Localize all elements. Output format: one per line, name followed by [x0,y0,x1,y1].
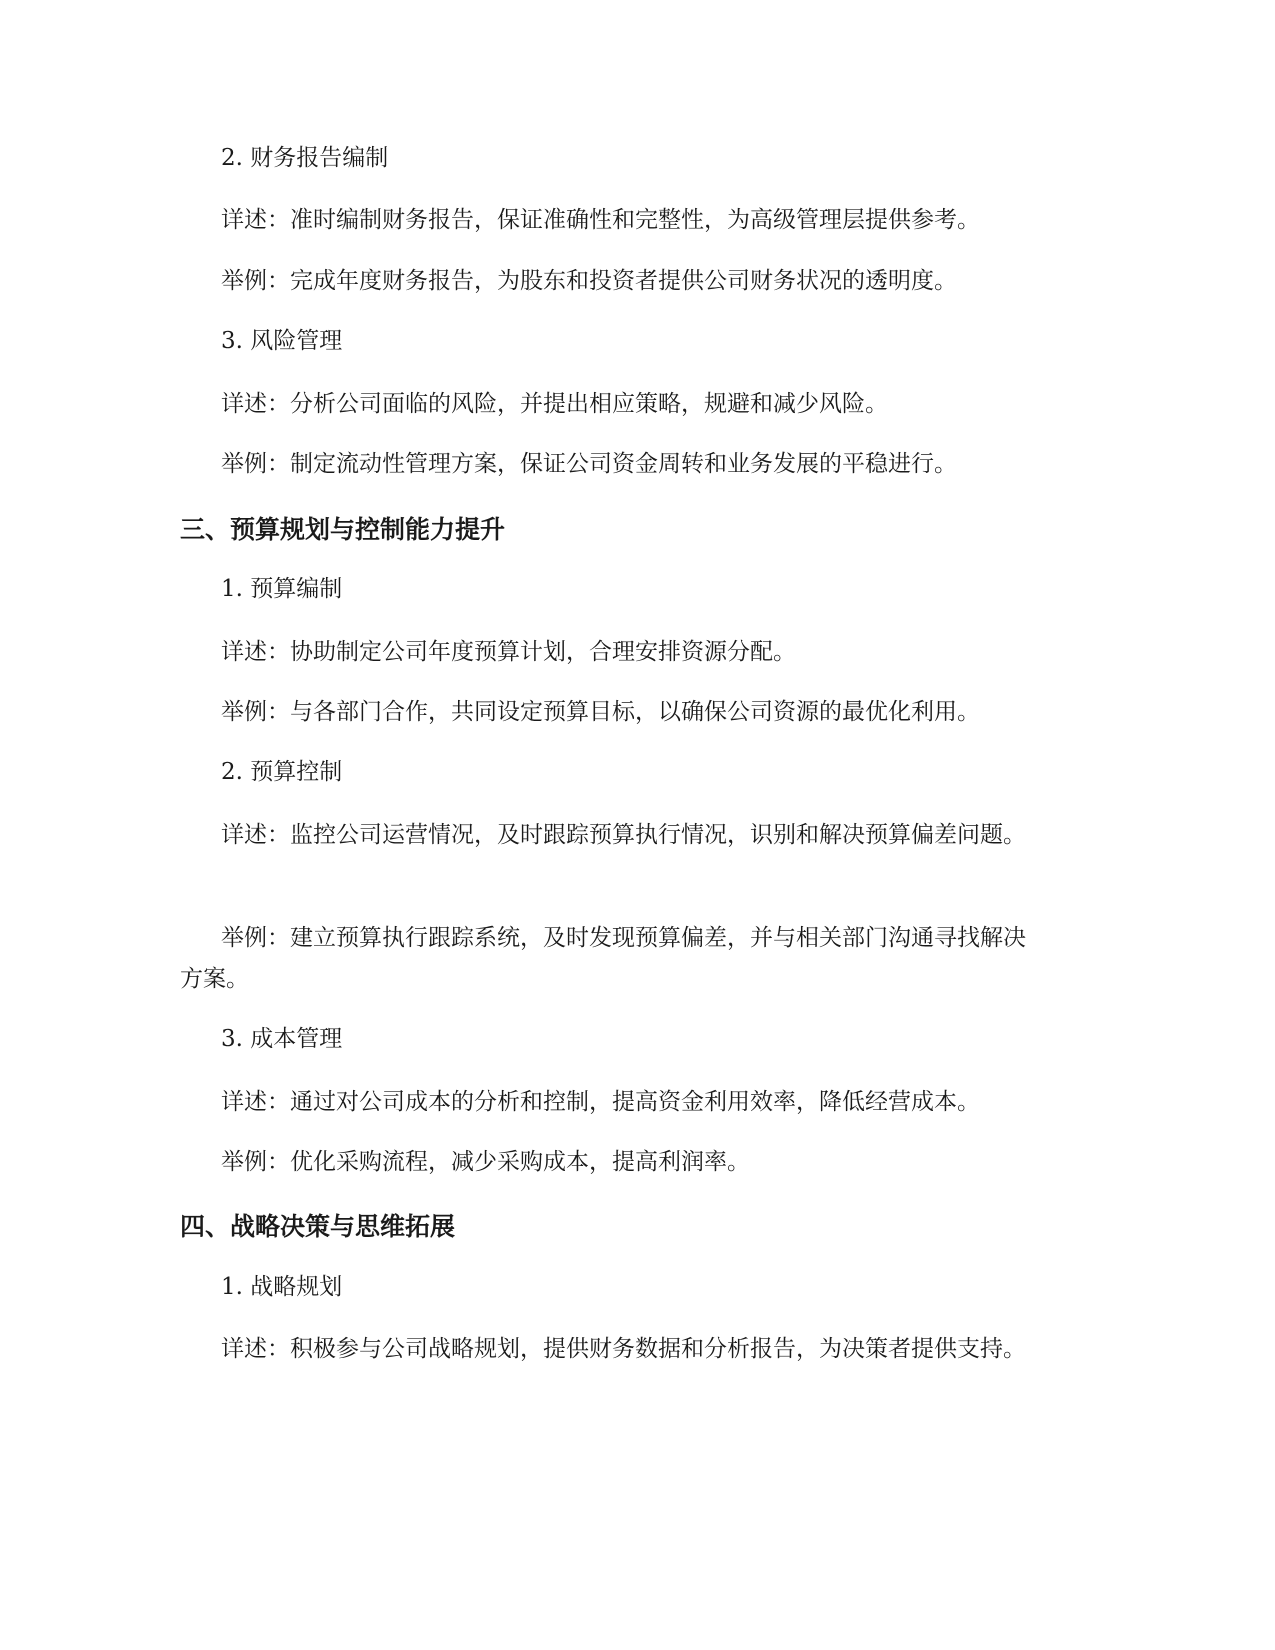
item-title: 1. 预算编制 [221,576,343,602]
item-example: 举例：优化采购流程，减少采购成本，提高利润率。 [221,1149,750,1175]
item-example: 举例：完成年度财务报告，为股东和投资者提供公司财务状况的透明度。 [221,268,957,294]
section-heading: 四、战略决策与思维拓展 [180,1212,456,1241]
section-heading: 三、预算规划与控制能力提升 [180,515,506,544]
item-title: 3. 成本管理 [221,1026,343,1052]
item-example: 举例：与各部门合作，共同设定预算目标，以确保公司资源的最优化利用。 [221,699,980,725]
item-title: 2. 预算控制 [221,759,343,785]
item-detail: 详述：分析公司面临的风险，并提出相应策略，规避和减少风险。 [221,391,888,417]
item-title: 1. 战略规划 [221,1274,343,1300]
item-detail: 详述：准时编制财务报告，保证准确性和完整性，为高级管理层提供参考。 [221,207,980,233]
item-example: 举例：制定流动性管理方案，保证公司资金周转和业务发展的平稳进行。 [221,451,957,477]
item-detail: 详述：监控公司运营情况，及时跟踪预算执行情况，识别和解决预算偏差问题。 [221,822,1026,848]
item-example: 举例：建立预算执行跟踪系统，及时发现预算偏差，并与相关部门沟通寻找解决方案。 [180,925,1026,992]
item-detail: 详述：通过对公司成本的分析和控制，提高资金利用效率，降低经营成本。 [221,1089,980,1115]
item-detail: 详述：协助制定公司年度预算计划，合理安排资源分配。 [221,639,796,665]
item-detail: 详述：积极参与公司战略规划，提供财务数据和分析报告，为决策者提供支持。 [221,1336,1026,1362]
item-title: 2. 财务报告编制 [221,145,389,171]
item-title: 3. 风险管理 [221,328,343,354]
